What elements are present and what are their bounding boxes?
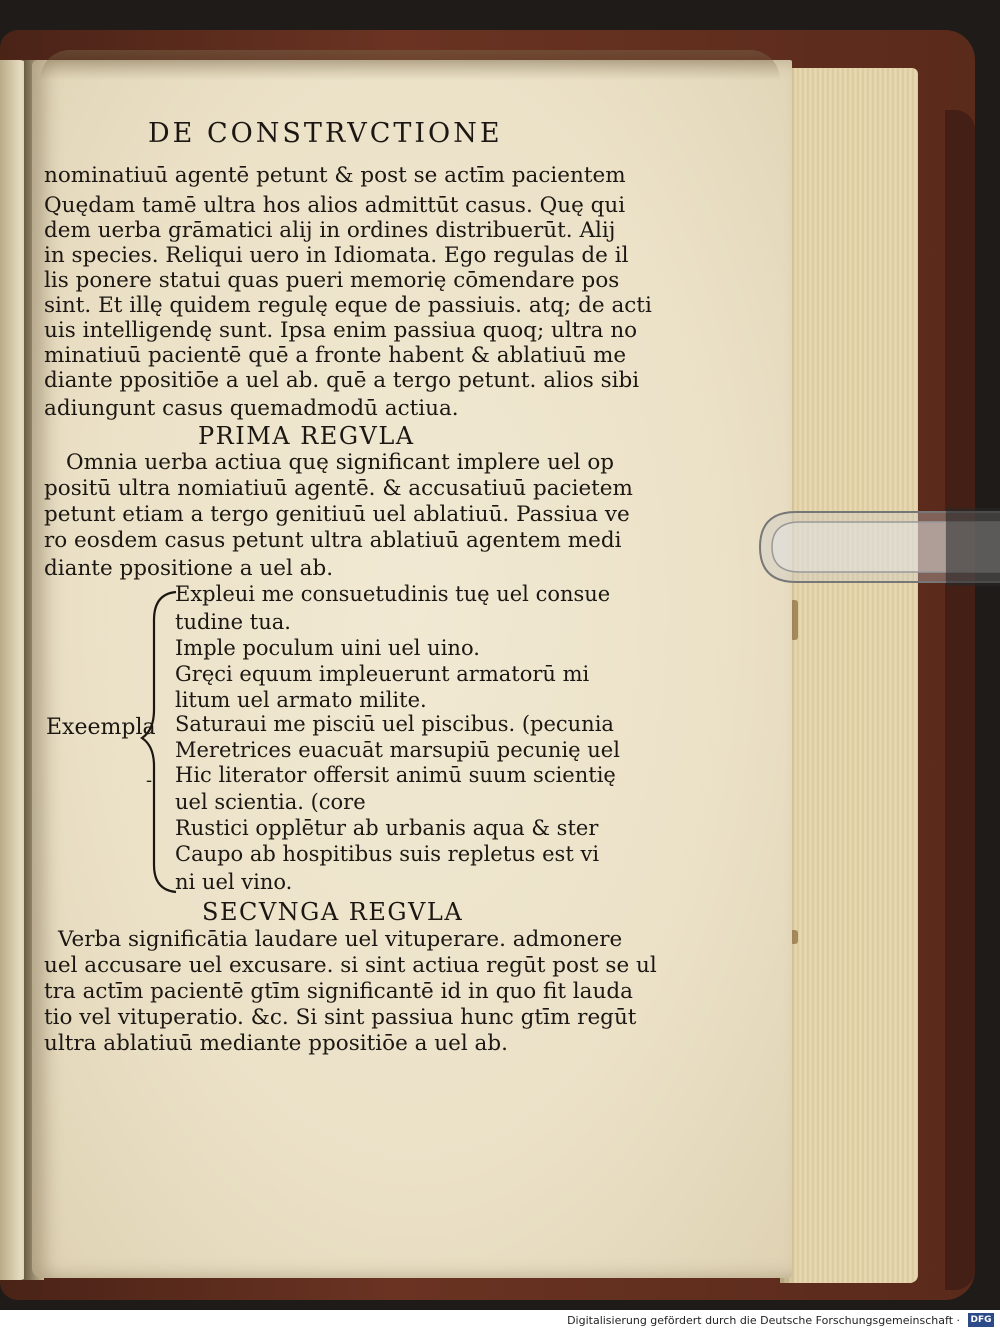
text-line: lis ponere statui quas pueri memorię cōmendare pos (44, 268, 620, 293)
curly-brace (140, 590, 180, 895)
text-line: sint. Et illę quidem regulę eque de passiuis. atq; de acti (44, 293, 652, 318)
dfg-logo: DFG (968, 1313, 994, 1327)
text-line: uel accusare uel excusare. si sint actiua regūt post se ul (44, 953, 657, 978)
text-line: minatiuū pacientē quē a fronte habent & ablatiuū me (44, 343, 627, 368)
example-line: Saturaui me pisciū uel piscibus. (pecunia (175, 712, 614, 736)
text-line: Verba significātia laudare uel vituperare. admonere (58, 927, 623, 952)
page-header: DE CONSTRVCTIONE (148, 118, 503, 149)
text-line: dem uerba grāmatici alij in ordines distribuerūt. Alij (44, 218, 616, 243)
page-clip-holder (756, 500, 1000, 595)
cover-edge (945, 110, 975, 1290)
examples-label: Exeempla (46, 715, 156, 740)
example-line: Expleui me consuetudinis tuę uel consue (175, 582, 611, 606)
example-line: ni uel vino. (175, 870, 293, 894)
text-line: Quędam tamē ultra hos alios admittūt casus. Quę qui (44, 193, 626, 218)
example-line: Meretrices euacuāt marsupiū pecunię uel (175, 738, 620, 762)
text-line: diante ppositione a uel ab. (44, 556, 334, 581)
text-line: diante ppositiōe a uel ab. quē a tergo petunt. alios sibi (44, 368, 640, 393)
page-fore-edge (780, 68, 918, 1283)
example-line: Imple poculum uini uel uino. (175, 636, 480, 660)
text-line: uis intelligendę sunt. Ipsa enim passiua quoq; ultra no (44, 318, 638, 343)
funding-credit: Digitalisierung gefördert durch die Deutsche Forschungsgemeinschaft · (567, 1314, 960, 1327)
text-line: Omnia uerba actiua quę significant implere uel op (66, 450, 615, 475)
example-line: tudine tua. (175, 610, 291, 634)
text-line: tio vel vituperatio. &c. Si sint passiua hunc gtīm regūt (44, 1005, 637, 1030)
text-line: adiungunt casus quemadmodū actiua. (44, 396, 459, 421)
text-line: tra actīm pacientē gtīm significantē id in quo fit lauda (44, 979, 633, 1004)
text-line: positū ultra nomiatiuū agentē. & accusatiuū pacietem (44, 476, 633, 501)
example-line: Caupo ab hospitibus suis repletus est vi (175, 842, 600, 866)
text-line: ro eosdem casus petunt ultra ablatiuū agentem medi (44, 528, 622, 553)
footer-bar (0, 1310, 1000, 1332)
rule-heading-secunga: SECVNGA REGVLA (202, 898, 464, 926)
text-line: ultra ablatiuū mediante ppositiōe a uel ab. (44, 1031, 508, 1056)
example-line: Gręci equum impleuerunt armatorū mi (175, 662, 590, 686)
margin-mark: - (146, 770, 153, 791)
example-line: litum uel armato milite. (175, 688, 427, 712)
text-line: petunt etiam a tergo genitiuū uel ablatiuū. Passiua ve (44, 502, 630, 527)
example-line: uel scientia. (core (175, 790, 366, 814)
text-line: nominatiuū agentē petunt & post se actīm pacientem (44, 163, 626, 188)
page-top-shade (40, 50, 780, 80)
text-line: in species. Reliqui uero in Idiomata. Ego regulas de il (44, 243, 629, 268)
example-line: Hic literator offersit animū suum scientię (175, 763, 616, 787)
rule-heading-prima: PRIMA REGVLA (198, 422, 415, 450)
example-line: Rustici opplētur ab urbanis aqua & ster (175, 816, 599, 840)
